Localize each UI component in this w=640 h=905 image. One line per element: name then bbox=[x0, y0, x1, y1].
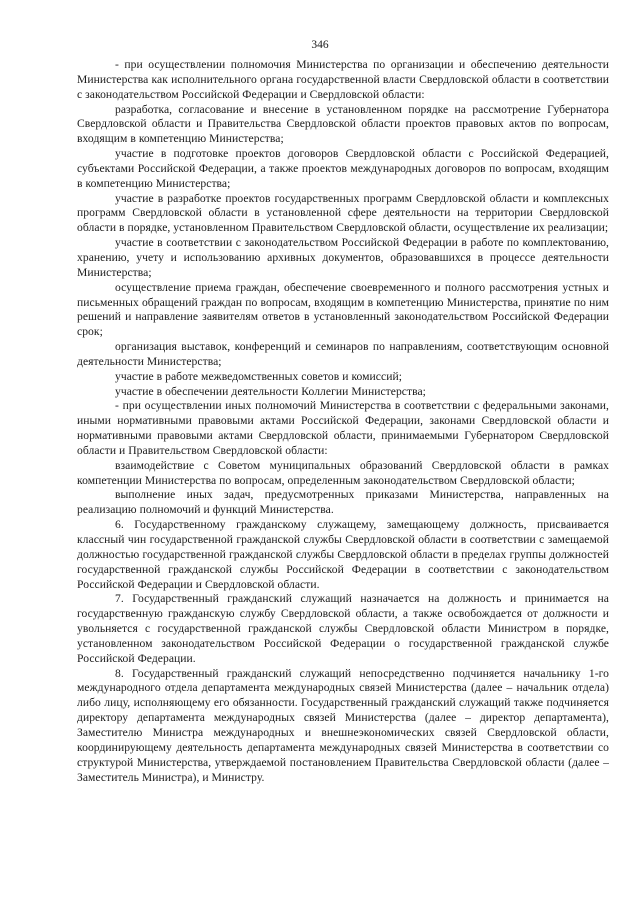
paragraph-treaty-drafting: участие в подготовке проектов договоров Свердловской области с Российской Федерацией, субъектами Российской Федерации, а также проектов международных договоров по вопросам, входящим в компетенцию Министерства; bbox=[77, 147, 609, 190]
paragraph-other-tasks: выполнение иных задач, предусмотренных приказами Министерства, направленных на реализацию полномочий и функций Министерства. bbox=[77, 488, 609, 517]
paragraph-interagency-councils: участие в работе межведомственных советов и комиссий; bbox=[115, 369, 402, 383]
paragraph-municipal-council: взаимодействие с Советом муниципальных образований Свердловской области в рамках компетенции Министерства по вопросам, определенным законодательством Свердловской области; bbox=[77, 458, 609, 487]
paragraph-state-programs: участие в разработке проектов государственных программ Свердловской области и комплексных программ Свердловской области в установленной сфере деятельности на территории Свердловской области в порядке, установленном Правительством Свердловской области, осуществление их реализации; bbox=[77, 191, 609, 235]
paragraph-citizen-appeals: осуществление приема граждан, обеспечение своевременного и полного рассмотрения устных и письменных обращений граждан по вопросам, входящим в компетенцию Министерства, принятие по ним решений и направление заявителям ответов в установленный законодательством Российской Федерации срок; bbox=[77, 280, 609, 339]
page-number: 346 bbox=[311, 39, 329, 51]
paragraph-legal-acts-drafting: разработка, согласование и внесение в установленном порядке на рассмотрение Губернатора Свердловской области и Правительства Свердловской области проектов правовых актов по вопросам, входящим в компетенцию Министерства; bbox=[77, 102, 609, 146]
paragraph-archives: участие в соответствии с законодательством Российской Федерации в работе по комплектованию, хранению, учету и использованию архивных документов, образовавшихся в процессе деятельности Министерства; bbox=[77, 236, 609, 279]
paragraph-organization-powers: - при осуществлении полномочия Министерства по организации и обеспечению деятельности Министерства как исполнительного органа государственной власти Свердловской области в соответствии с законодательством Российской Федерации и Свердловской области: bbox=[77, 58, 609, 101]
paragraph-section-7: 7. Государственный гражданский служащий назначается на должность и принимается на государственную гражданскую службу Свердловской области, а также освобождается от должности и увольняется с государственной гражданской службы Свердловской области Министром в порядке, установленном законодательством Российской Федерации о государственной гражданской службе Российской Федерации. bbox=[77, 592, 609, 665]
paragraph-collegium: участие в обеспечении деятельности Коллегии Министерства; bbox=[115, 384, 426, 398]
document-body bbox=[77, 58, 609, 785]
paragraph-exhibitions: организация выставок, конференций и семинаров по направлениям, соответствующим основной деятельности Министерства; bbox=[77, 340, 609, 368]
paragraph-other-powers: - при осуществлении иных полномочий Министерства в соответствии с федеральными законами, иными нормативными правовыми актами Российской Федерации, законами Свердловской области и нормативными правовыми актами Свердловской области, принимаемыми Губернатором Свердловской области и Правительством Свердловской области: bbox=[77, 399, 609, 457]
paragraph-section-8: 8. Государственный гражданский служащий непосредственно подчиняется начальнику 1-го международного отдела департамента международных связей Министерства (далее – начальник отдела) либо лицу, исполняющему его обязанности. Государственный гражданский служащий также подчиняется директору департамента международных связей Министерства (далее – директор департамента), Заместителю Министра международных и внешнеэкономических связей Свердловской области, координирующему деятельность департамента международных связей Министерства в соответствии со структурой Министерства, утверждаемой постановлением Правительства Свердловской области (далее – Заместитель Министра), и Министру. bbox=[77, 666, 609, 784]
paragraph-section-6: 6. Государственному гражданскому служащему, замещающему должность, присваивается классный чин государственной гражданской службы Свердловской области в соответствии с замещаемой должностью государственной гражданской службы Свердловской области в пределах группы должностей государственной гражданской службы Российской Федерации в соответствии с законодательством Российской Федерации и Свердловской области. bbox=[77, 518, 609, 591]
